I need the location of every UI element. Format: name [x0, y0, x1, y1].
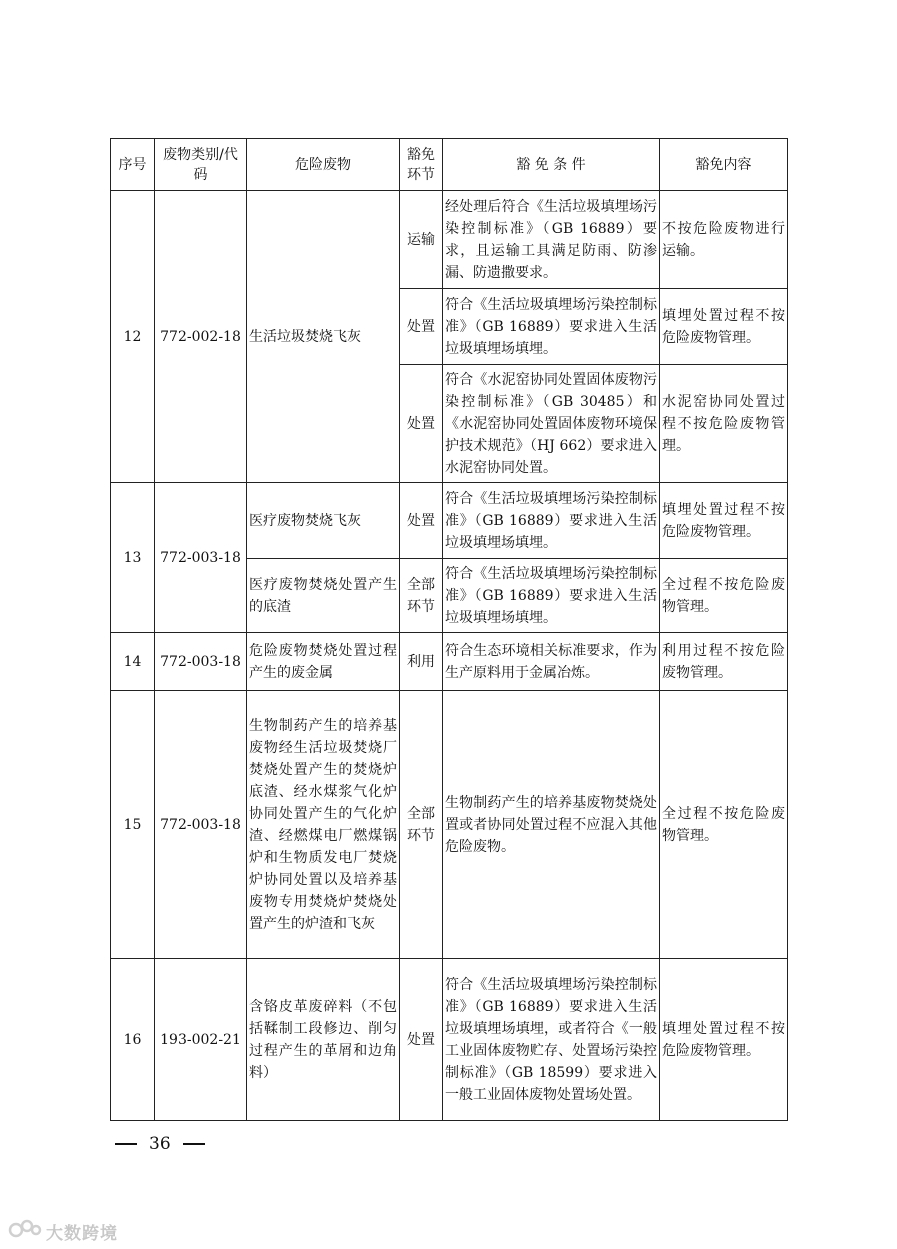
waste-cell: 生物制药产生的培养基废物经生活垃圾焚烧厂焚烧处置产生的焚烧炉底渣、经水煤浆气化炉协同处置产生的气化炉渣、经燃煤电厂燃煤锅炉和生物质发电厂焚烧炉协同处置以及培养基废物专用焚烧炉焚烧处置产生的炉渣和飞灰 [247, 691, 400, 959]
table-row [111, 191, 788, 289]
stage-cell: 处置 [400, 289, 443, 365]
table-row [111, 691, 788, 959]
condition-cell: 符合生态环境相关标准要求，作为生产原料用于金属冶炼。 [443, 633, 660, 691]
stage-cell: 运输 [400, 191, 443, 289]
code-cell: 772-003-18 [155, 483, 247, 633]
waste-cell: 生活垃圾焚烧飞灰 [247, 191, 400, 483]
stage-cell: 全部环节 [400, 691, 443, 959]
content-cell: 水泥窑协同处置过程不按危险废物管理。 [660, 365, 788, 483]
stage-cell: 处置 [400, 365, 443, 483]
seq-cell: 12 [111, 191, 155, 483]
content-cell: 填埋处置过程不按危险废物管理。 [660, 289, 788, 365]
waste-cell: 医疗废物焚烧飞灰 [247, 483, 400, 559]
header-waste: 危险废物 [247, 139, 400, 191]
stage-cell: 处置 [400, 959, 443, 1121]
content-cell: 全过程不按危险废物管理。 [660, 691, 788, 959]
condition-cell: 符合《生活垃圾填埋场污染控制标准》（GB 16889）要求进入生活垃圾填埋场填埋。 [443, 483, 660, 559]
stage-cell: 处置 [400, 483, 443, 559]
condition-cell: 符合《水泥窑协同处置固体废物污染控制标准》（GB 30485）和《水泥窑协同处置固体废物环境保护技术规范》（HJ 662）要求进入水泥窑协同处置。 [443, 365, 660, 483]
stage-cell: 利用 [400, 633, 443, 691]
code-cell: 772-003-18 [155, 691, 247, 959]
stage-cell: 全部环节 [400, 559, 443, 633]
content-cell: 填埋处置过程不按危险废物管理。 [660, 483, 788, 559]
condition-cell: 生物制药产生的培养基废物焚烧处置或者协同处置过程不应混入其他危险废物。 [443, 691, 660, 959]
footer-dash-left [115, 1143, 137, 1145]
condition-cell: 符合《生活垃圾填埋场污染控制标准》（GB 16889）要求进入生活垃圾填埋场填埋，或者符合《一般工业固体废物贮存、处置场污染控制标准》（GB 18599）要求进入一般工业固体废物处置场处置。 [443, 959, 660, 1121]
page-number: 36 [149, 1134, 171, 1154]
header-category: 废物类别/代码 [155, 139, 247, 191]
seq-cell: 13 [111, 483, 155, 633]
seq-cell: 16 [111, 959, 155, 1121]
table-row [111, 959, 788, 1121]
condition-cell: 经处理后符合《生活垃圾填埋场污染控制标准》（GB 16889）要求，且运输工具满足防雨、防渗漏、防遗撒要求。 [443, 191, 660, 289]
footer-dash-right [183, 1143, 205, 1145]
condition-cell: 符合《生活垃圾填埋场污染控制标准》（GB 16889）要求进入生活垃圾填埋场填埋。 [443, 289, 660, 365]
waste-cell: 含铬皮革废碎料（不包括鞣制工段修边、削匀过程产生的革屑和边角料） [247, 959, 400, 1121]
page-footer [115, 1134, 205, 1154]
header-content: 豁免内容 [660, 139, 788, 191]
watermark [8, 1218, 118, 1244]
watermark-logo-icon [8, 1218, 42, 1244]
waste-cell: 危险废物焚烧处置过程产生的废金属 [247, 633, 400, 691]
header-condition: 豁 免 条 件 [443, 139, 660, 191]
code-cell: 772-002-18 [155, 191, 247, 483]
table-row [111, 483, 788, 559]
condition-cell: 符合《生活垃圾填埋场污染控制标准》（GB 16889）要求进入生活垃圾填埋场填埋。 [443, 559, 660, 633]
seq-cell: 14 [111, 633, 155, 691]
header-seq: 序号 [111, 139, 155, 191]
content-cell: 不按危险废物进行运输。 [660, 191, 788, 289]
seq-cell: 15 [111, 691, 155, 959]
content-cell: 全过程不按危险废物管理。 [660, 559, 788, 633]
content-cell: 利用过程不按危险废物管理。 [660, 633, 788, 691]
header-row [111, 139, 788, 191]
header-stage: 豁免环节 [400, 139, 443, 191]
table-row [111, 633, 788, 691]
code-cell: 772-003-18 [155, 633, 247, 691]
content-cell: 填埋处置过程不按危险废物管理。 [660, 959, 788, 1121]
code-cell: 193-002-21 [155, 959, 247, 1121]
exemption-table [110, 138, 788, 1121]
watermark-text: 大数跨境 [46, 1223, 118, 1244]
waste-cell: 医疗废物焚烧处置产生的底渣 [247, 559, 400, 633]
